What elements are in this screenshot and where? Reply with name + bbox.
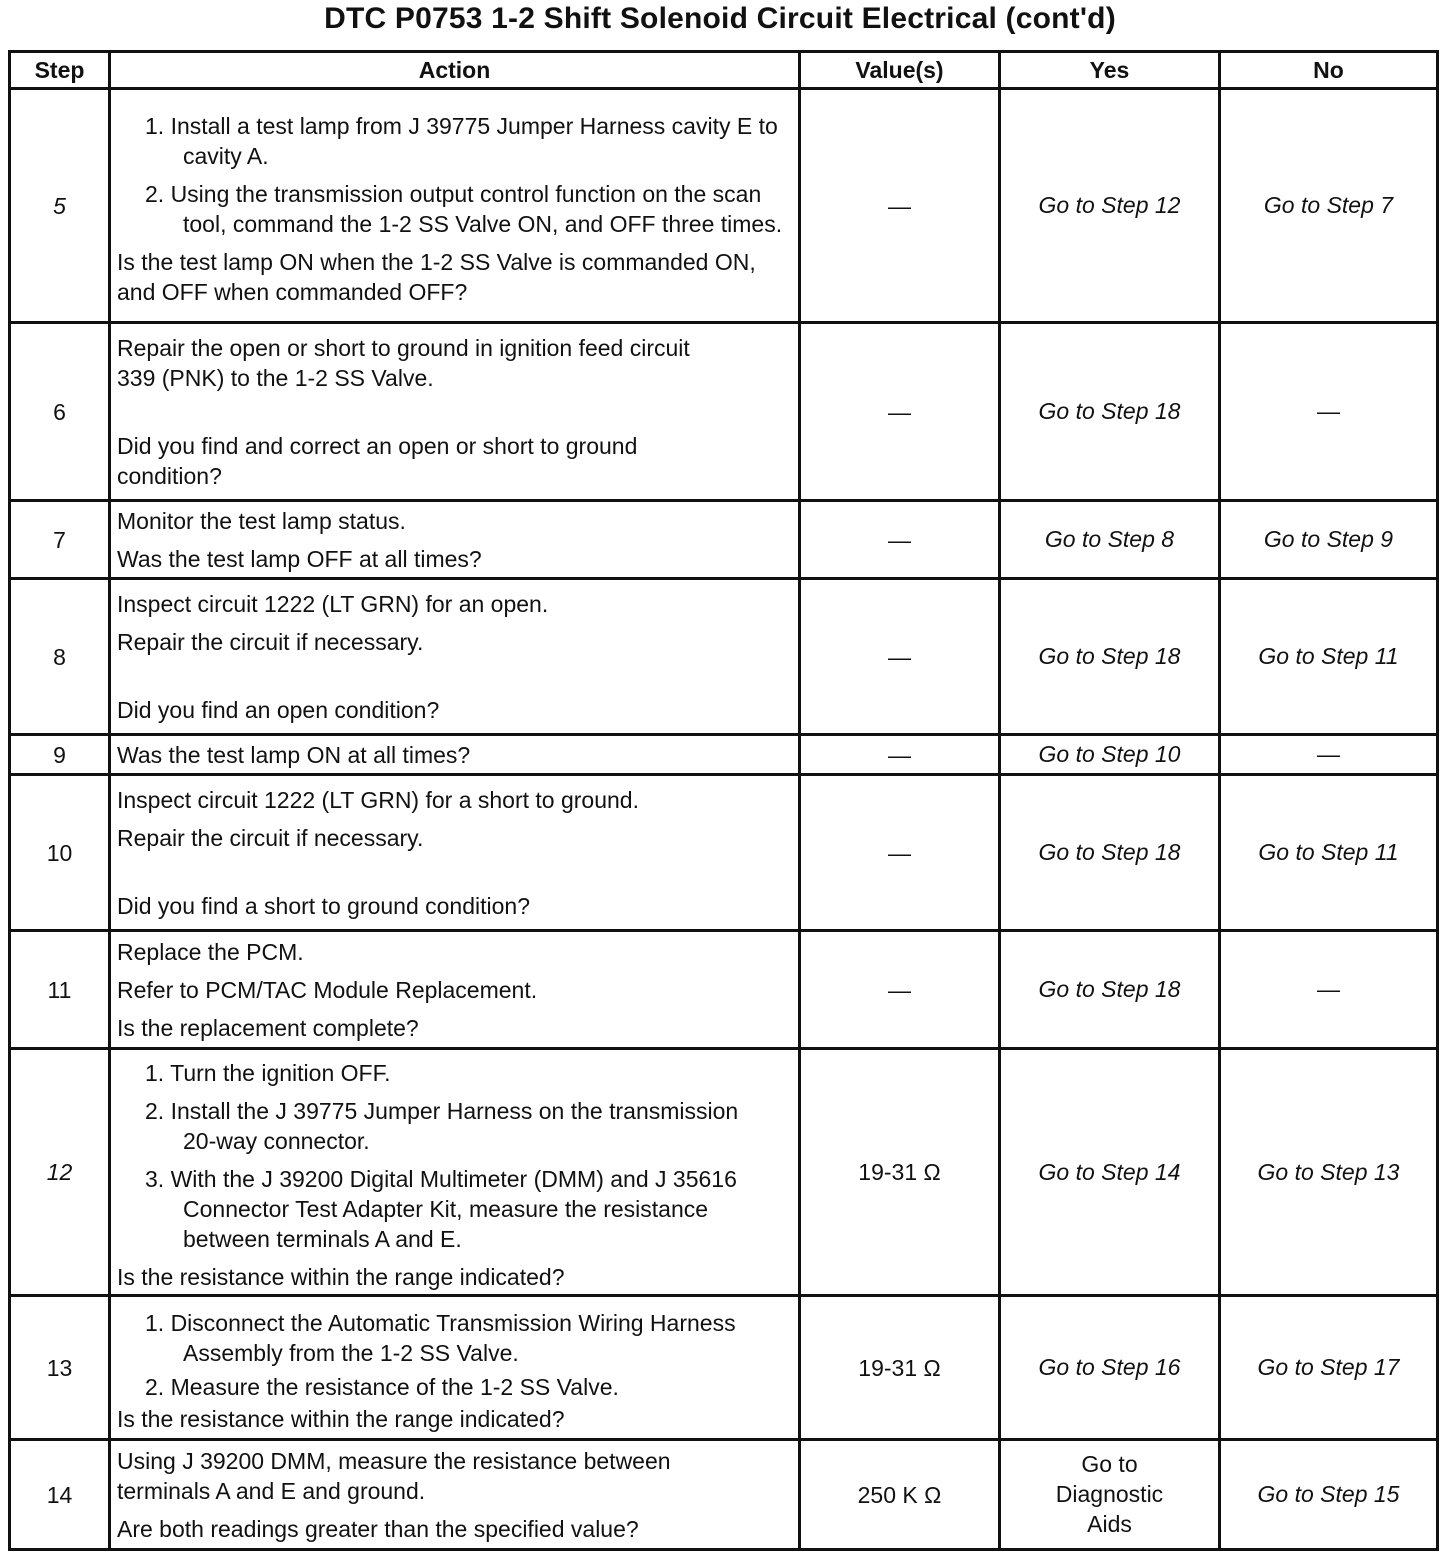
spacer (117, 665, 792, 695)
action-question: Is the resistance within the range indicated? (117, 1264, 565, 1290)
no-link[interactable]: Go to Step 15 (1220, 1440, 1438, 1550)
step-number: 9 (10, 735, 110, 775)
spacer (117, 401, 792, 431)
action-question: Was the test lamp OFF at all times? (117, 545, 482, 572)
action-text: Repair the circuit if necessary. (117, 628, 424, 655)
action-cell (110, 89, 800, 323)
yes-link[interactable]: Go to Step 18 (1000, 579, 1220, 735)
action-text: Inspect circuit 1222 (LT GRN) for a short to ground. (117, 786, 639, 813)
action-question: Did you find and correct an open or short to ground condition? (117, 432, 638, 489)
step-number: 8 (10, 579, 110, 735)
page-title: DTC P0753 1-2 Shift Solenoid Circuit Electrical (cont'd) (324, 2, 1116, 35)
table-row (10, 1440, 1438, 1550)
yes-link[interactable]: Go to Step 18 (1000, 775, 1220, 931)
action-cell (110, 1440, 800, 1550)
action-text: Repair the circuit if necessary. (117, 824, 424, 851)
yes-link[interactable]: Go to Step 14 (1000, 1049, 1220, 1296)
step-number: 11 (10, 931, 110, 1049)
value-cell: — (800, 775, 1000, 931)
action-text: Repair the open or short to ground in ignition feed circuit 339 (PNK) to the 1-2 SS Valve. (117, 334, 690, 391)
yes-link[interactable]: Go to Step 18 (1000, 323, 1220, 501)
action-cell (110, 579, 800, 735)
step-number: 14 (10, 1440, 110, 1550)
table-row (10, 579, 1438, 735)
header-no: No (1220, 52, 1438, 89)
no-link[interactable]: Go to Step 17 (1220, 1296, 1438, 1440)
action-question: Is the test lamp ON when the 1-2 SS Valve is commanded ON, and OFF when commanded OFF? (117, 248, 756, 305)
action-question: Was the test lamp ON at all times? (117, 741, 471, 768)
table-row (10, 501, 1438, 579)
step-number: 13 (10, 1296, 110, 1440)
action-text: Refer to PCM/TAC Module Replacement. (117, 976, 538, 1003)
action-question: Are both readings greater than the specified value? (117, 1515, 639, 1542)
yes-link[interactable]: Go to Diagnostic Aids (1000, 1440, 1220, 1550)
step-number: 5 (10, 89, 110, 323)
value-cell: 19-31 Ω (800, 1296, 1000, 1440)
value-cell: — (800, 501, 1000, 579)
step-number: 10 (10, 775, 110, 931)
action-text: Using J 39200 DMM, measure the resistance between terminals A and E and ground. (117, 1447, 671, 1504)
action-cell (110, 775, 800, 931)
no-link[interactable]: Go to Step 11 (1220, 579, 1438, 735)
action-list-item: 2. Using the transmission output control function on the scan tool, command the 1-2 SS Valve ON, and OFF three times. (145, 180, 783, 237)
header-step: Step (10, 52, 110, 89)
action-list-item: 1. Install a test lamp from J 39775 Jumper Harness cavity E to cavity A. (145, 112, 778, 169)
action-cell (110, 735, 800, 775)
action-cell (110, 1049, 800, 1296)
action-question: Is the resistance within the range indicated? (117, 1405, 565, 1432)
value-cell: — (800, 735, 1000, 775)
no-link[interactable]: Go to Step 7 (1220, 89, 1438, 323)
action-cell (110, 323, 800, 501)
yes-link[interactable]: Go to Step 8 (1000, 501, 1220, 579)
yes-link[interactable]: Go to Step 18 (1000, 931, 1220, 1049)
yes-link[interactable]: Go to Step 12 (1000, 89, 1220, 323)
yes-link[interactable]: Go to Step 16 (1000, 1296, 1220, 1440)
value-cell: — (800, 931, 1000, 1049)
header-yes: Yes (1000, 52, 1220, 89)
action-cell (110, 501, 800, 579)
action-question: Is the replacement complete? (117, 1014, 419, 1041)
table-header-row (10, 52, 1438, 89)
header-values: Value(s) (800, 52, 1000, 89)
table-row (10, 775, 1438, 931)
table-row (10, 323, 1438, 501)
action-list-item: 1. Turn the ignition OFF. (145, 1060, 391, 1086)
header-action: Action (110, 52, 800, 89)
step-number: 6 (10, 323, 110, 501)
value-cell: 19-31 Ω (800, 1049, 1000, 1296)
value-cell: — (800, 579, 1000, 735)
action-list-item: 2. Measure the resistance of the 1-2 SS Valve. (145, 1373, 619, 1400)
no-cell: — (1220, 735, 1438, 775)
table-row (10, 1049, 1438, 1296)
step-number: 12 (10, 1049, 110, 1296)
action-list-item: 2. Install the J 39775 Jumper Harness on the transmission 20-way connector. (145, 1098, 739, 1154)
diagnostic-table (8, 50, 1439, 1551)
action-list-item: 1. Disconnect the Automatic Transmission Wiring Harness Assembly from the 1-2 SS Valve. (145, 1309, 736, 1366)
no-link[interactable]: Go to Step 11 (1220, 775, 1438, 931)
action-text: Replace the PCM. (117, 938, 304, 965)
action-text: Monitor the test lamp status. (117, 507, 406, 534)
action-text: Inspect circuit 1222 (LT GRN) for an open. (117, 590, 549, 617)
value-cell: — (800, 89, 1000, 323)
action-cell (110, 1296, 800, 1440)
no-cell: — (1220, 931, 1438, 1049)
action-question: Did you find an open condition? (117, 696, 440, 723)
table-row (10, 931, 1438, 1049)
yes-link[interactable]: Go to Step 10 (1000, 735, 1220, 775)
spacer (117, 861, 792, 891)
table-row (10, 1296, 1438, 1440)
step-number: 7 (10, 501, 110, 579)
table-row (10, 89, 1438, 323)
no-cell: — (1220, 323, 1438, 501)
no-link[interactable]: Go to Step 9 (1220, 501, 1438, 579)
value-cell: — (800, 323, 1000, 501)
action-cell (110, 931, 800, 1049)
value-cell: 250 K Ω (800, 1440, 1000, 1550)
action-question: Did you find a short to ground condition? (117, 892, 530, 919)
table-row (10, 735, 1438, 775)
no-link[interactable]: Go to Step 13 (1220, 1049, 1438, 1296)
action-list-item: 3. With the J 39200 Digital Multimeter (DMM) and J 35616 Connector Test Adapter Kit, measure the resistance between terminals A and E. (145, 1166, 737, 1252)
